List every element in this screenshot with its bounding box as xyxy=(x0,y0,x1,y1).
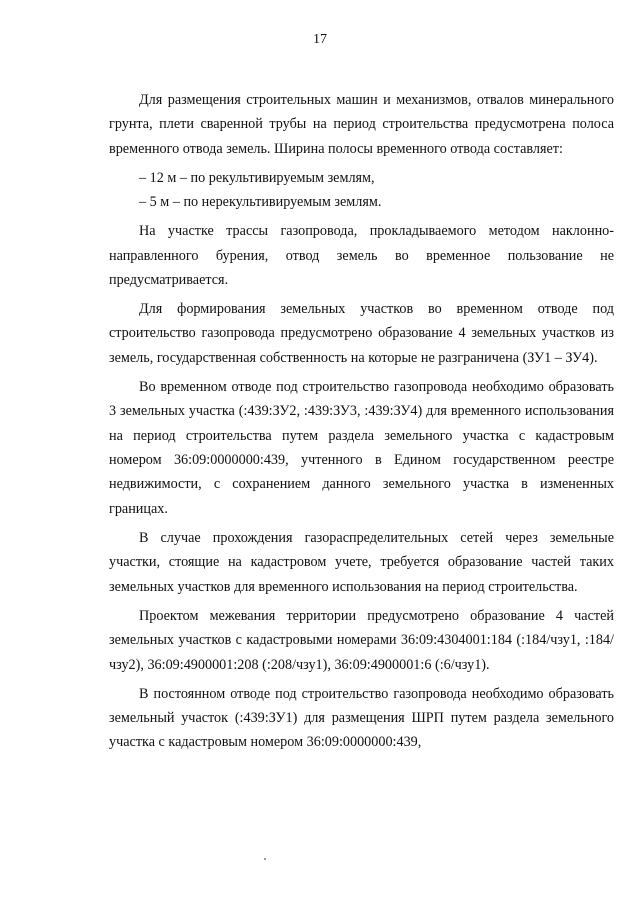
paragraph-survey-project: Проектом межевания территории предусмотрено образование 4 частей земельных участков с кадастровыми номерами 36:09:4304001:184 (:184/чзу1, :184/чзу2), 36:09:4900001:208 (:208/чзу1), 36:09:4900001:6 (:6/чзу1). xyxy=(109,607,614,673)
paragraph-hdd-section: На участке трассы газопровода, прокладываемого методом наклонно-направленного бурения, отвод земель во временное пользование не предусматривается. xyxy=(109,223,614,289)
scan-speck xyxy=(264,858,266,860)
paragraph-land-plots-formation: Для формирования земельных участков во временном отводе под строительство газопровода предусмотрено образование 4 земельных участков из земель, государственная собственность на которые не разграничена (ЗУ1 – ЗУ4). xyxy=(109,301,614,366)
list-item-reclaimed-lands: – 12 м – по рекультивируемым землям, xyxy=(139,169,375,186)
paragraph-temporary-allotment: Во временном отводе под строительство газопровода необходимо образовать 3 земельных участка (:439:ЗУ2, :439:ЗУ3, :439:ЗУ4) для временного использования на период строительства путем раздела земельного участка с кадастровым номером 36:09:0000000:439, учтенного в Едином государственном реестре недвижимости, с сохранением данного земельного участка в измененных границах. xyxy=(109,378,614,517)
paragraph-gas-networks-crossing: В случае прохождения газораспределительных сетей через земельные участки, стоящие на кадастровом учете, требуется образование частей таких земельных участков для временного использования на период строительства. xyxy=(109,529,614,595)
list-item-non-reclaimed-lands: – 5 м – по нерекультивируемым землям. xyxy=(139,194,382,211)
paragraph-temporary-strip: Для размещения строительных машин и механизмов, отвалов минерального грунта, плети сваренной трубы на период строительства предусмотрена полоса временного отвода земель. Ширина полосы временного отвода составляет: xyxy=(109,92,614,157)
document-body xyxy=(109,88,614,759)
paragraph-permanent-allotment: В постоянном отводе под строительство газопровода необходимо образовать земельный участок (:439:ЗУ1) для размещения ШРП путем раздела земельного участка с кадастровым номером 36:09:0000000:439, xyxy=(109,685,614,751)
page-number: 17 xyxy=(313,32,327,47)
